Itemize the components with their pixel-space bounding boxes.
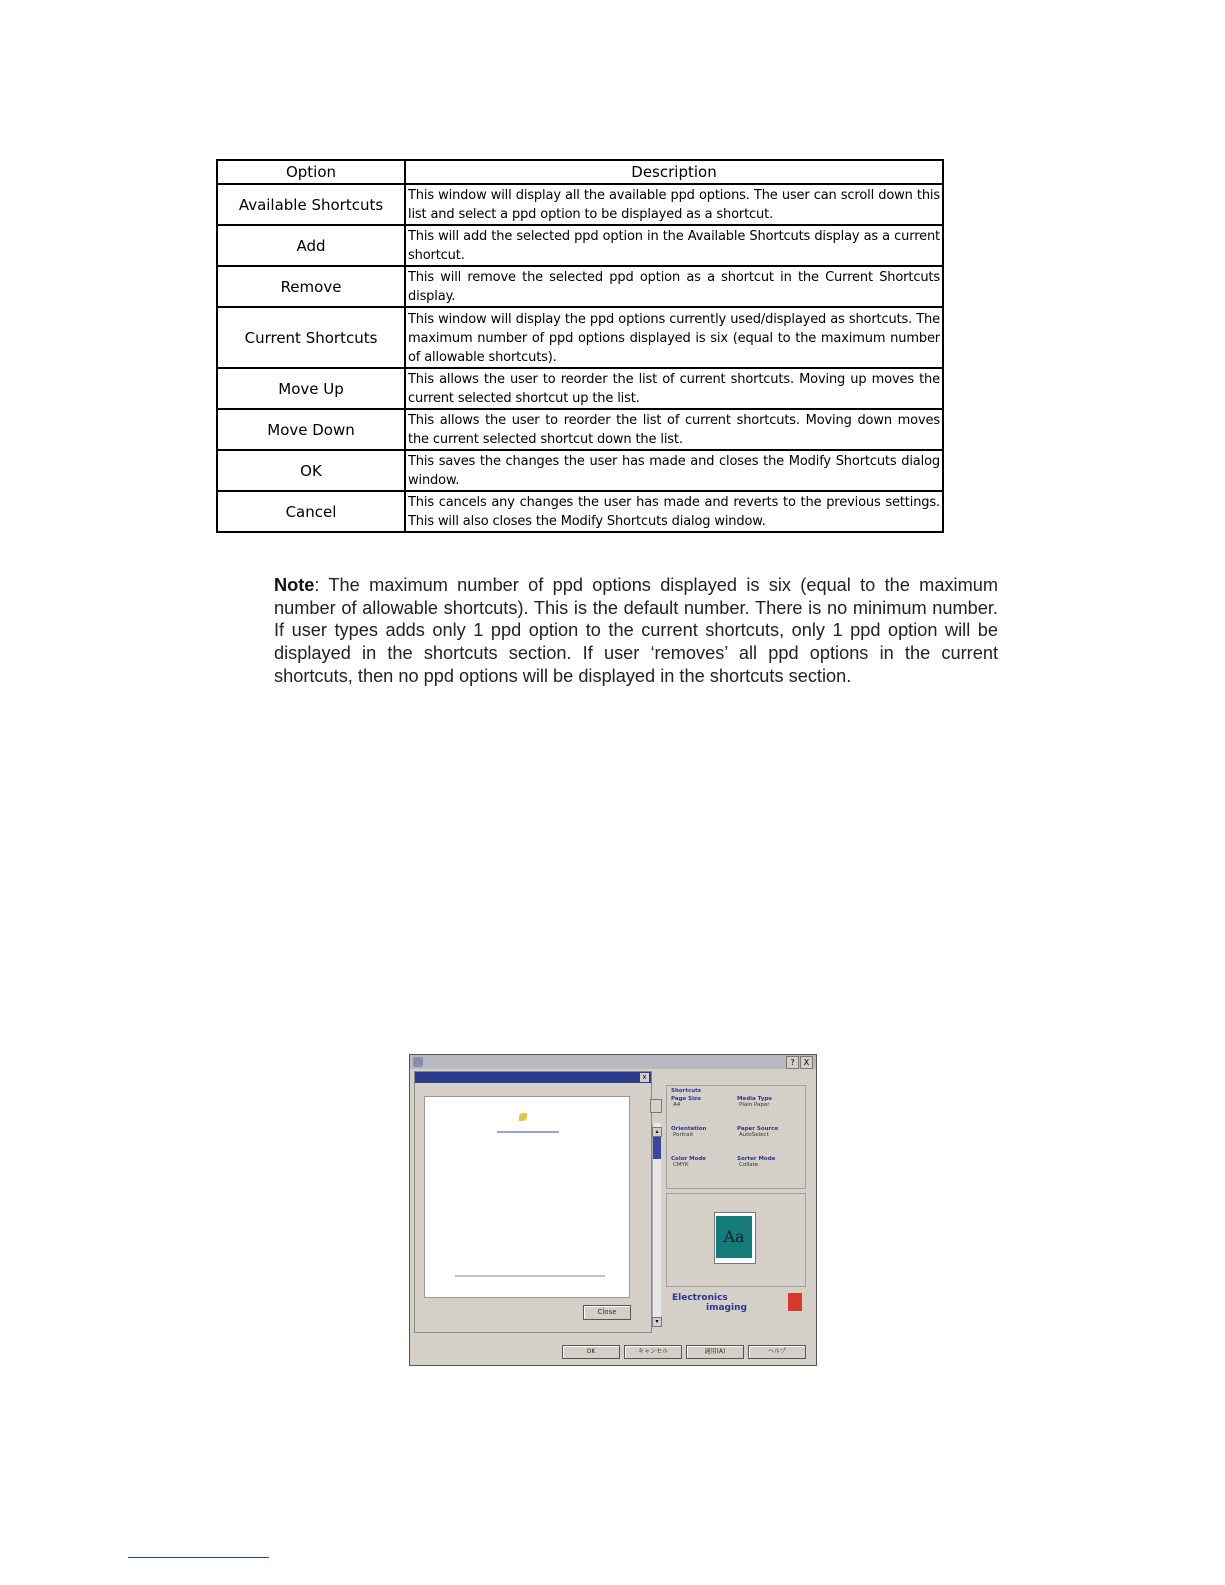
option-cell: Add: [217, 225, 405, 266]
shortcut-label: Media Type: [737, 1096, 773, 1102]
dialog-button-bar: [562, 1345, 812, 1359]
option-cell: Current Shortcuts: [217, 307, 405, 368]
cancel-button[interactable]: キャンセル: [624, 1345, 682, 1359]
description-cell: This allows the user to reorder the list of current shortcuts. Moving up moves the current selected shortcut up the list.: [405, 368, 943, 409]
shortcut-item[interactable]: [737, 1156, 801, 1168]
table-row: [217, 184, 943, 225]
dialog-title-bar: [410, 1055, 816, 1069]
description-cell: This saves the changes the user has made and closes the Modify Shortcuts dialog window.: [405, 450, 943, 491]
shortcut-label: Page Size: [671, 1096, 701, 1102]
table-row: [217, 409, 943, 450]
electronics-imaging-logo: [672, 1293, 772, 1313]
efi-logo-icon: [788, 1293, 802, 1311]
shortcut-value: AutoSelect: [739, 1132, 769, 1138]
option-cell: Available Shortcuts: [217, 184, 405, 225]
shortcuts-panel: [666, 1085, 806, 1189]
list-scrollbar[interactable]: [652, 1123, 661, 1319]
dialog-screenshot: [409, 1054, 817, 1366]
shortcut-item[interactable]: [737, 1126, 801, 1138]
preview-window: [414, 1071, 652, 1333]
page-heading-line: [497, 1131, 559, 1133]
shortcuts-header: Shortcuts: [671, 1088, 702, 1094]
option-cell: Remove: [217, 266, 405, 307]
partial-button[interactable]: [650, 1099, 662, 1113]
shortcut-value: Plain Paper: [739, 1102, 770, 1108]
options-table: [216, 159, 944, 533]
shortcut-value: Collate: [739, 1162, 759, 1168]
table-header-row: [217, 160, 943, 184]
preview-title-bar: [415, 1072, 651, 1083]
scroll-up-arrow-icon[interactable]: ▴: [652, 1127, 662, 1137]
ok-button[interactable]: OK: [562, 1345, 620, 1359]
page-logo-icon: [519, 1113, 527, 1121]
help-text-button[interactable]: ヘルプ: [748, 1345, 806, 1359]
table-row: [217, 491, 943, 532]
shortcut-item[interactable]: [671, 1156, 735, 1168]
shortcut-item[interactable]: [671, 1096, 735, 1108]
description-cell: This allows the user to reorder the list of current shortcuts. Moving down moves the current selected shortcut down the list.: [405, 409, 943, 450]
preview-close-button[interactable]: Close: [583, 1305, 631, 1320]
sample-glyph: Aa: [716, 1216, 752, 1258]
table-row: [217, 368, 943, 409]
table-row: [217, 450, 943, 491]
table-row: [217, 225, 943, 266]
help-button[interactable]: ?: [786, 1056, 799, 1069]
shortcut-label: Orientation: [671, 1126, 707, 1132]
shortcut-item[interactable]: [737, 1096, 801, 1108]
description-cell: This window will display the ppd options currently used/displayed as shortcuts. The maximum number of ppd options displayed is six (equal to the maximum number of allowable shortcuts).: [405, 307, 943, 368]
shortcut-value: A4: [673, 1102, 681, 1108]
note-text: : The maximum number of ppd options displayed is six (equal to the maximum number of allowable shortcuts). This is the default number. There is no minimum number. If user types adds only 1 ppd option to the current shortcuts, only 1 ppd option will be displayed in the shortcuts section. If user ‘removes’ all ppd options in the current shortcuts, then no ppd options will be displayed in the shortcuts section.: [274, 575, 998, 686]
scroll-down-arrow-icon[interactable]: ▾: [652, 1317, 662, 1327]
logo-line-1: Electronics: [672, 1293, 728, 1303]
option-cell: Move Up: [217, 368, 405, 409]
preview-close-icon[interactable]: x: [640, 1073, 649, 1082]
description-cell: This window will display all the available ppd options. The user can scroll down this list and select a ppd option to be displayed as a shortcut.: [405, 184, 943, 225]
shortcut-item[interactable]: [671, 1126, 735, 1138]
app-icon: [413, 1057, 423, 1067]
description-cell: This cancels any changes the user has made and reverts to the previous settings. This will also closes the Modify Shortcuts dialog window.: [405, 491, 943, 532]
description-cell: This will remove the selected ppd option as a shortcut in the Current Shortcuts display.: [405, 266, 943, 307]
print-preview-panel: [666, 1193, 806, 1287]
shortcut-label: Color Mode: [671, 1156, 707, 1162]
shortcut-label: Sorter Mode: [737, 1156, 776, 1162]
page-footer-line: [455, 1275, 605, 1277]
option-cell: Cancel: [217, 491, 405, 532]
option-cell: OK: [217, 450, 405, 491]
logo-line-2: imaging: [706, 1303, 747, 1313]
description-column-header: Description: [405, 160, 943, 184]
table-row: [217, 266, 943, 307]
preview-page: [424, 1096, 630, 1298]
shortcut-value: Portrait: [673, 1132, 694, 1138]
option-cell: Move Down: [217, 409, 405, 450]
shortcut-value: CMYK: [673, 1162, 689, 1168]
option-column-header: Option: [217, 160, 405, 184]
footnote-divider: [128, 1557, 269, 1558]
shortcut-label: Paper Source: [737, 1126, 779, 1132]
note-paragraph: [274, 574, 998, 687]
apply-button[interactable]: 適用(A): [686, 1345, 744, 1359]
close-button[interactable]: X: [800, 1056, 813, 1069]
note-label: Note: [274, 575, 315, 596]
description-cell: This will add the selected ppd option in the Available Shortcuts display as a current shortcut.: [405, 225, 943, 266]
table-row: [217, 307, 943, 368]
